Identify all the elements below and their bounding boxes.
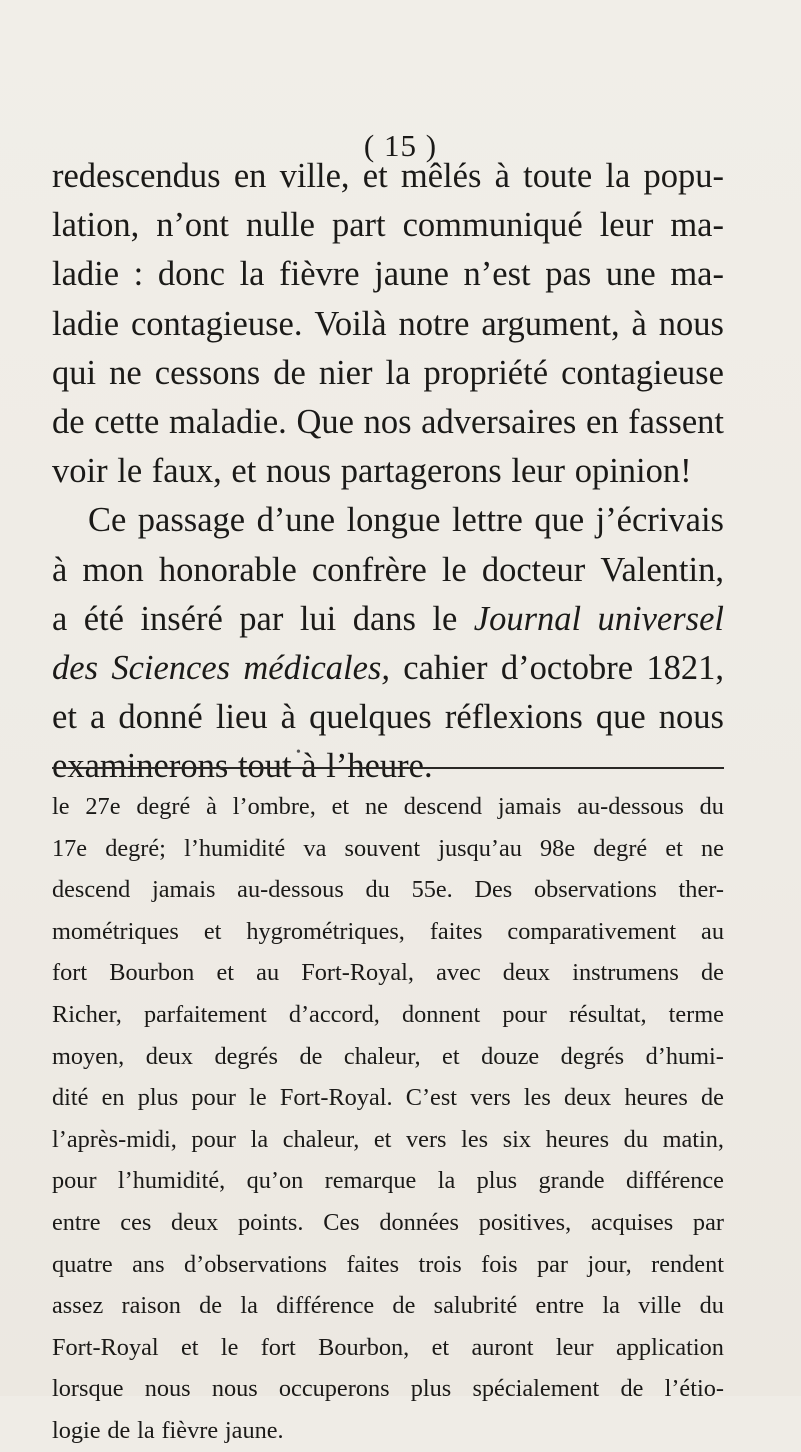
main-line: à mon honorable confrère le docteur Valentin, bbox=[52, 550, 724, 589]
footnote-line: Richer, parfaitement d’accord, donnent pour résultat, terme bbox=[52, 1000, 724, 1028]
footnote-line: l’après-midi, pour la chaleur, et vers les six heures du matin, bbox=[52, 1125, 724, 1153]
footnote-line: fort Bourbon et au Fort-Royal, avec deux instrumens de bbox=[52, 959, 724, 987]
footnote-line: le 27e degré à l’ombre, et ne descend jamais au-dessous du bbox=[52, 793, 724, 820]
main-line: examinerons tout à l’heure. bbox=[52, 747, 433, 786]
main-line: et a donné lieu à quelques réflexions que nous bbox=[52, 698, 724, 737]
footnote-line: logie de la fièvre jaune. bbox=[52, 1416, 284, 1444]
main-line: ladie contagieuse. Voilà notre argument, à nous bbox=[52, 304, 724, 343]
footnote-line: quatre ans d’observations faites trois fois par jour, rendent bbox=[52, 1250, 724, 1278]
main-line: Ce passage d’une longue lettre que j’écrivais bbox=[88, 501, 724, 540]
footnote-line: pour l’humidité, qu’on remarque la plus grande différence bbox=[52, 1167, 724, 1195]
main-line: ladie : donc la fièvre jaune n’est pas une ma- bbox=[52, 255, 724, 294]
footnote-line: lorsque nous nous occuperons plus spécialement de l’étio- bbox=[52, 1375, 724, 1403]
ink-mark: • bbox=[296, 745, 301, 760]
footnote-line: 17e degré; l’humidité va souvent jusqu’au 98e degré et ne bbox=[52, 834, 724, 862]
footnote-line: Fort-Royal et le fort Bourbon, et auront leur application bbox=[52, 1333, 724, 1361]
footnote-text bbox=[52, 786, 724, 1452]
main-line: voir le faux, et nous partagerons leur opinion! bbox=[52, 452, 692, 491]
footnote-line: dité en plus pour le Fort-Royal. C’est vers les deux heures de bbox=[52, 1084, 724, 1112]
page-number: ( 15 ) bbox=[363, 128, 438, 163]
main-line: redescendus en ville, et mêlés à toute la popu- bbox=[52, 157, 724, 195]
main-line: des Sciences médicales, cahier d’octobre 1821, bbox=[52, 649, 724, 688]
main-line: a été inséré par lui dans le Journal universel bbox=[52, 599, 724, 638]
main-line: de cette maladie. Que nos adversaires en fassent bbox=[52, 403, 724, 442]
footnote-line: assez raison de la différence de salubrité entre la ville du bbox=[52, 1292, 724, 1320]
footnote-line: descend jamais au-dessous du 55e. Des observations ther- bbox=[52, 876, 724, 904]
footnote-separator bbox=[52, 767, 724, 769]
main-line: lation, n’ont nulle part communiqué leur ma- bbox=[52, 206, 724, 245]
main-text bbox=[52, 152, 724, 792]
footnote-line: mométriques et hygrométriques, faites comparativement au bbox=[52, 917, 724, 945]
footnote-line: entre ces deux points. Ces données positives, acquises par bbox=[52, 1208, 724, 1236]
main-line: qui ne cessons de nier la propriété contagieuse bbox=[52, 353, 724, 392]
footnote-line: moyen, deux degrés de chaleur, et douze degrés d’humi- bbox=[52, 1042, 724, 1070]
